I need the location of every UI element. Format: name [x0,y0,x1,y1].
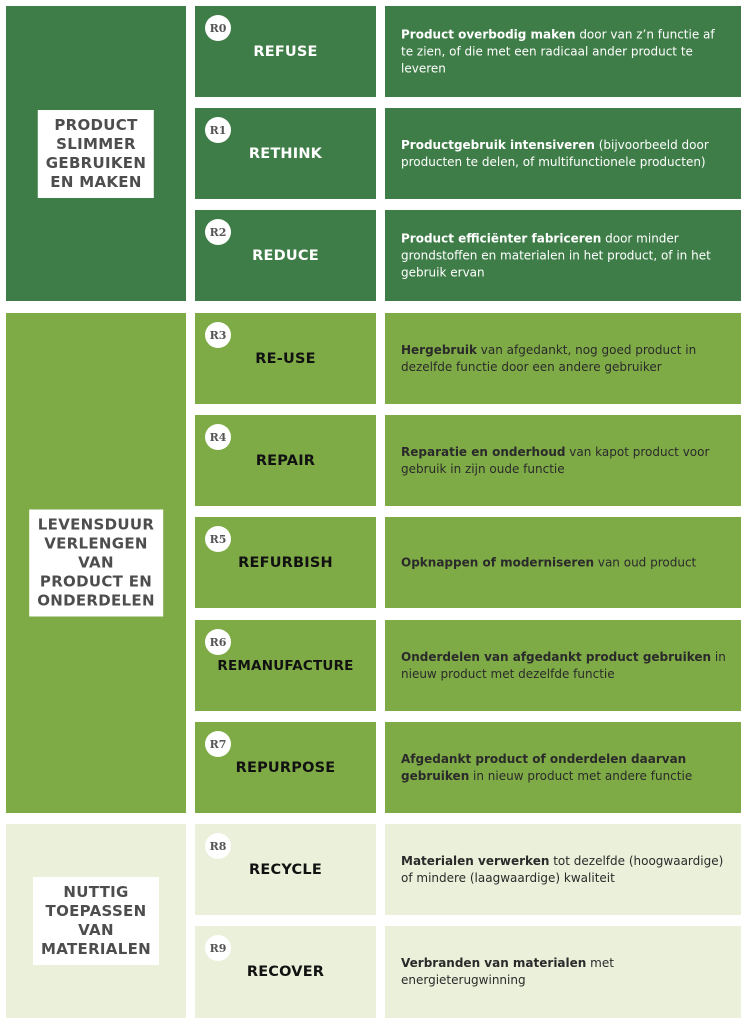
r7-description-bold: Afgedankt product of onderdelen daarvan gebruiken [401,751,687,783]
r9-description [401,955,729,989]
r6-description [401,649,729,683]
r2-strategy-name: REDUCE [252,247,319,264]
group-block-materialen [6,824,186,1018]
r0-description-bold: Product overbodig maken [401,27,576,41]
r9-code-badge: R9 [205,935,231,961]
r0-description [401,26,729,77]
description-cell-r3 [385,313,741,404]
strategy-cell-r6 [195,620,376,711]
r4-description-rest: van kapot product voor gebruik in zijn oude functie [401,444,710,476]
description-cell-r4 [385,415,741,506]
r0-code-badge: R0 [205,15,231,41]
r9-description-rest: met energieterugwinning [401,956,614,987]
r3-code-badge: R3 [205,322,231,348]
r8-description [401,853,729,887]
r2-description [401,230,729,281]
r0-strategy-name: REFUSE [253,43,318,60]
r5-strategy-name: REFURBISH [238,554,333,571]
description-cell-r6 [385,620,741,711]
r5-code-badge: R5 [205,526,231,552]
r6-description-bold: Onderdelen van afgedankt product gebruiken [401,649,712,664]
group-label-product: PRODUCT SLIMMER GEBRUIKEN EN MAKEN [38,110,154,198]
r4-code-badge: R4 [205,424,231,450]
r1-code-badge: R1 [205,117,231,143]
r5-description-bold: Opknappen of moderniseren [401,555,595,569]
description-cell-r0 [385,6,741,97]
description-cell-r5 [385,517,741,608]
strategy-cell-r8 [195,824,376,915]
strategy-cell-r2 [195,210,376,301]
strategy-cell-r4 [195,415,376,506]
r8-code-badge: R8 [205,833,231,859]
r7-strategy-name: REPURPOSE [235,759,336,776]
r3-description [401,342,729,376]
description-cell-r7 [385,722,741,813]
r1-description-bold: Productgebruik intensiveren [401,137,595,152]
strategy-cell-r5 [195,517,376,608]
r5-description [401,554,729,571]
r6-strategy-name: REMANUFACTURE [217,657,354,674]
group-label-levensduur: LEVENSDUUR VERLENGEN VAN PRODUCT EN ONDERDELEN [29,510,163,617]
r9-description-bold: Verbranden van materialen [401,956,587,970]
r6-code-badge: R6 [205,629,231,655]
r3-strategy-name: RE-USE [255,350,316,367]
group-label-materialen: NUTTIG TOEPASSEN VAN MATERIALEN [33,877,159,965]
r0-description-rest: door van z’n functie af te zien, of die met een radicaal ander product te leveren [401,27,715,75]
strategy-cell-r9 [195,926,376,1018]
r4-description [401,444,729,478]
r3-description-bold: Hergebruik [401,342,477,357]
r8-strategy-name: RECYCLE [249,861,322,878]
r5-description-rest: van oud product [594,555,697,569]
strategy-cell-r3 [195,313,376,404]
r2-description-bold: Product efficiënter fabriceren [401,231,602,245]
r7-code-badge: R7 [205,731,231,757]
r8-description-bold: Materialen verwerken [401,853,550,868]
group-block-levensduur [6,313,186,813]
r3-description-rest: van afgedankt, nog goed product in dezelfde functie door een andere gebruiker [401,342,697,374]
description-cell-r2 [385,210,741,301]
r7-description-rest: in nieuw product met andere functie [469,768,693,783]
r6-description-rest: in nieuw product met dezelfde functie [401,649,726,681]
r1-strategy-name: RETHINK [248,145,323,162]
description-cell-r1 [385,108,741,199]
description-cell-r9 [385,926,741,1018]
strategy-cell-r1 [195,108,376,199]
r2-code-badge: R2 [205,219,231,245]
r7-description [401,751,729,785]
r8-description-rest: tot dezelfde (hoogwaardige) of mindere (laagwaardige) kwaliteit [401,853,724,885]
r4-strategy-name: REPAIR [255,452,316,469]
r1-description [401,137,729,171]
group-block-product [6,6,186,301]
r9-strategy-name: RECOVER [246,964,325,980]
r1-description-rest: (bijvoorbeeld door producten te delen, of multifunctionele producten) [401,137,709,169]
strategy-cell-r0 [195,6,376,97]
description-cell-r8 [385,824,741,915]
r2-description-rest: door minder grondstoffen en materialen in het product, of in het gebruik ervan [401,231,711,279]
r4-description-bold: Reparatie en onderhoud [401,444,566,459]
strategy-cell-r7 [195,722,376,813]
